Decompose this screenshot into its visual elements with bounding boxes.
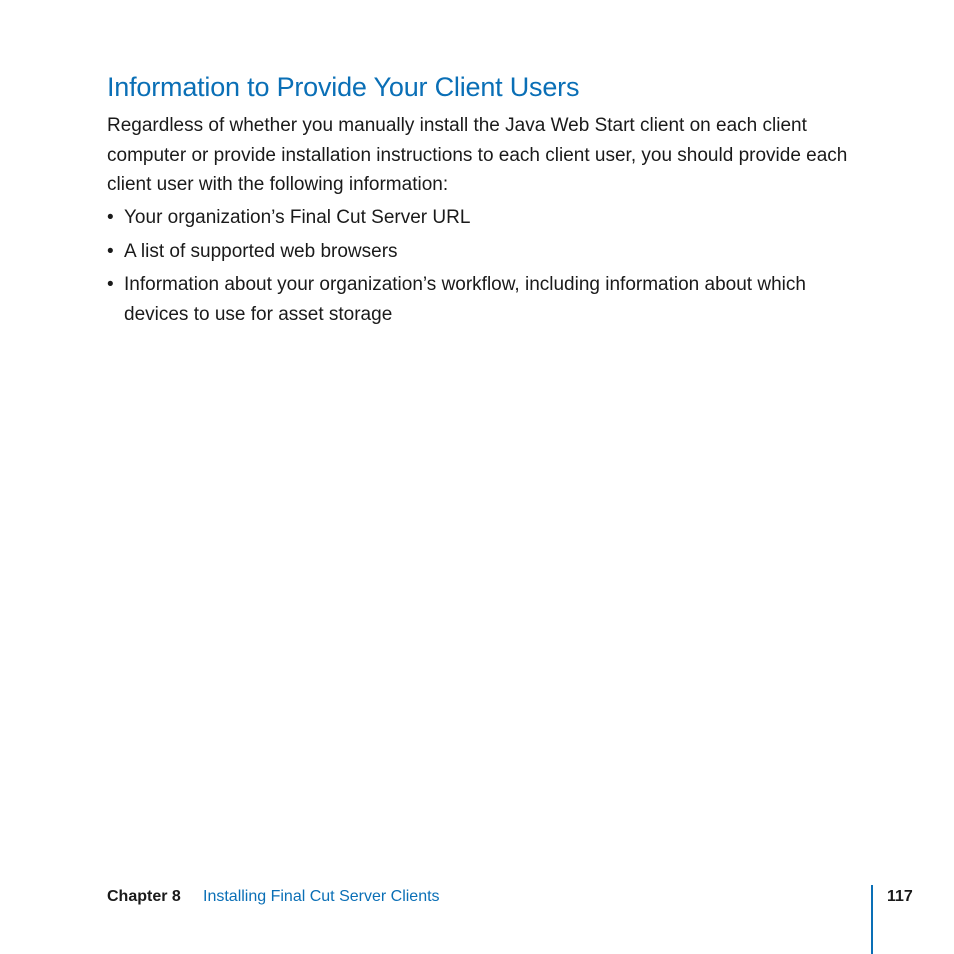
list-item-text: Your organization’s Final Cut Server URL <box>124 207 471 228</box>
footer-divider <box>871 885 873 954</box>
list-item <box>107 270 867 329</box>
footer-chapter-label: Chapter 8 <box>107 888 181 905</box>
list-item-text: A list of supported web browsers <box>124 240 398 262</box>
page-number: 117 <box>887 888 913 905</box>
section-heading: Information to Provide Your Client Users <box>107 72 580 102</box>
list-item <box>107 237 867 267</box>
bullet-icon: • <box>107 274 114 295</box>
list-item <box>107 203 867 233</box>
intro-paragraph: Regardless of whether you manually install the Java Web Start client on each client computer or provide installation instructions to each client user, you should provide each client user with the following information: <box>107 115 848 195</box>
bullet-icon: • <box>107 207 114 228</box>
bullet-icon: • <box>107 240 114 262</box>
footer-chapter-title: Installing Final Cut Server Clients <box>203 888 440 905</box>
list-item-text: Information about your organization’s workflow, including information about which devices to use for asset storage <box>124 274 806 325</box>
bullet-list <box>107 203 867 333</box>
